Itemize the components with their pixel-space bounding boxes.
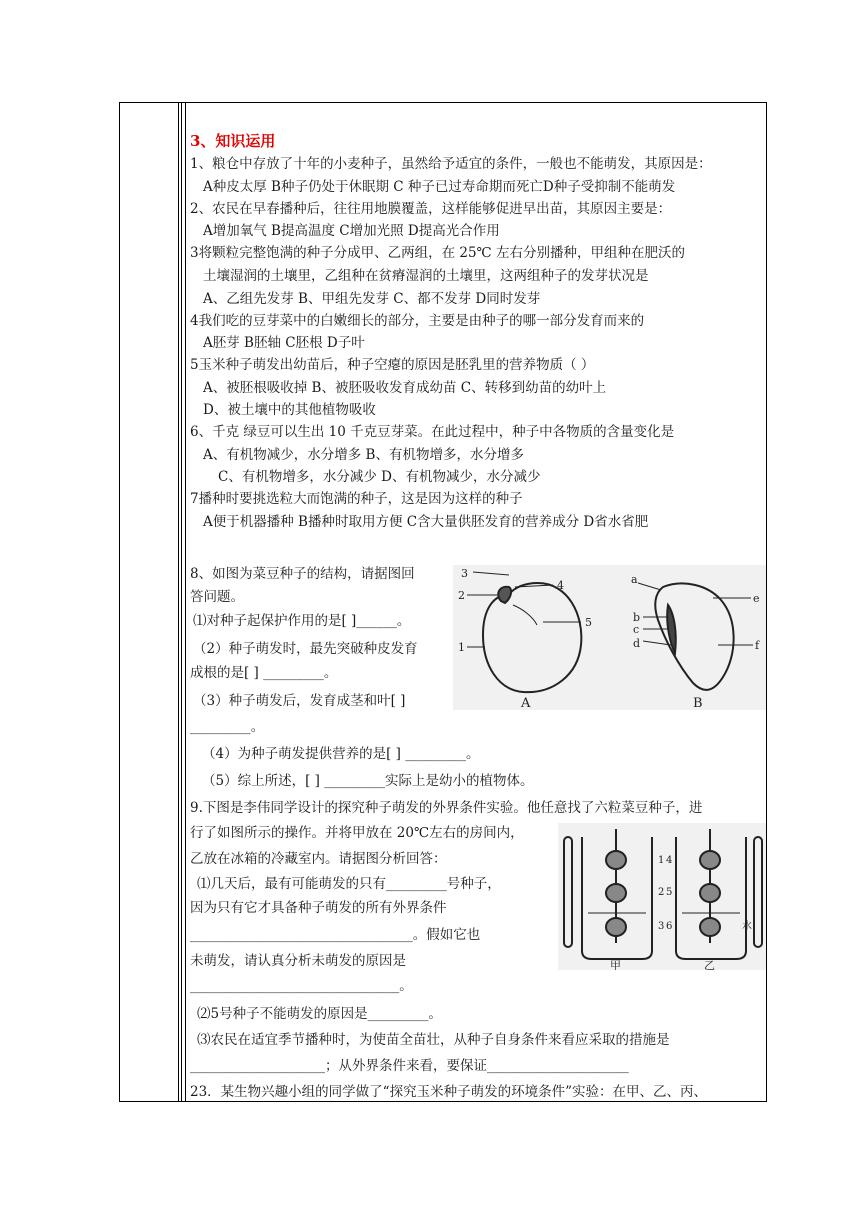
q9-stem-line1: 9.下图是李伟同学设计的探究种子萌发的外界条件实验。他任意找了六粒菜豆种子，进 <box>190 800 703 816</box>
beaker-label: 4 <box>666 855 673 866</box>
q9-part1-line1: ⑴几天后，最有可能萌发的只有_________号种子， <box>197 876 501 892</box>
q2-options: A增加氧气 B提高温度 C增加光照 D提高光合作用 <box>203 223 500 239</box>
q9-part1-line2: 因为只有它才具备种子萌发的所有外界条件 <box>190 900 447 916</box>
seed-b-caption: B <box>693 696 703 710</box>
q4-stem: 4我们吃的豆芽菜中的白嫩细长的部分，主要是由种子的哪一部分发育而来的 <box>190 313 645 329</box>
beaker-experiment-figure <box>558 823 766 970</box>
beaker-caption-left: 甲 <box>610 959 621 970</box>
q4-options: A胚芽 B胚轴 C胚根 D子叶 <box>203 335 365 351</box>
q7-stem: 7播种时要挑选粒大而饱满的种子，这是因为这样的种子 <box>190 491 523 507</box>
seed-b-label: f <box>755 639 760 652</box>
q8-part3-line2: _________。 <box>190 719 265 735</box>
q8-part2-line1: （2）种子萌发时，最先突破种皮发育 <box>193 641 418 657</box>
q6-options-line1: A、有机物减少，水分增多 B、有机物增多，水分增多 <box>203 447 524 463</box>
seed-a-label: 2 <box>458 589 465 602</box>
seed-b-drawing <box>638 583 753 690</box>
table-left-cell <box>119 102 182 1102</box>
q2-stem: 2、农民在早春播种后，往往用地膜覆盖，这样能够促进早出苗，其原因主要是： <box>190 201 672 217</box>
seed-b-label: b <box>633 611 641 624</box>
beaker-caption-right: 乙 <box>704 959 715 970</box>
q8-part5: （5）综上所述，[ ] _________实际上是幼小的植物体。 <box>202 773 534 789</box>
seed-a-drawing <box>467 572 581 692</box>
q1-stem: 1、粮仓中存放了十年的小麦种子，虽然给予适宜的条件，一般也不能萌发，其原因是： <box>190 156 712 172</box>
q9-stem-line3: 乙放在冰箱的冷藏室内。请据图分析回答： <box>190 851 447 867</box>
q8-part4: （4）为种子萌发提供营养的是[ ] _________。 <box>202 746 480 762</box>
seed-a-label: 5 <box>585 616 592 629</box>
beaker-label: 1 <box>658 855 665 866</box>
q3-stem-line1: 3将颗粒完整饱满的种子分成甲、乙两组，在 25℃ 左右分别播种，甲组种在肥沃的 <box>190 245 685 261</box>
q23-stem: 23．某生物兴趣小组的同学做了“探究玉米种子萌发的环境条件”实验：在甲、乙、丙、 <box>190 1084 707 1100</box>
seed-b-label: d <box>633 637 641 650</box>
seed-a-caption: A <box>521 696 531 710</box>
q8-stem-line1: 8、如图为菜豆种子的结构，请据图回 <box>190 566 415 582</box>
beaker-left-drawing <box>564 829 652 959</box>
seed-b-label: e <box>753 592 760 605</box>
q5-stem: 5玉米种子萌发出幼苗后，种子空瘪的原因是胚乳里的营养物质（ ） <box>190 357 595 373</box>
q3-options: A、乙组先发芽 B、甲组先发芽 C、都不发芽 D同时发芽 <box>203 291 541 307</box>
q8-part3-line1: （3）种子萌发后，发育成茎和叶[ ] <box>193 693 406 709</box>
section-title: 3、知识运用 <box>190 132 276 150</box>
q9-part1-line4: 未萌发，请认真分析未萌发的原因是 <box>190 953 406 969</box>
q6-options-line2: C、有机物增多，水分减少 D、有机物减少，水分减少 <box>218 469 541 485</box>
q8-part1: ⑴对种子起保护作用的是[ ]______。 <box>193 613 411 629</box>
q9-part3-line1: ⑶农民在适宜季节播种时，为使苗全苗壮，从种子自身条件来看应采取的措施是 <box>197 1032 670 1048</box>
q9-part3-line2: ____________________；从外界条件来看，要保证_____________________ <box>190 1058 629 1074</box>
q5-options-line1: A、被胚根吸收掉 B、被胚吸收发育成幼苗 C、转移到幼苗的幼叶上 <box>203 380 607 396</box>
q8-part2-line2: 成根的是[ ] _________。 <box>190 665 338 681</box>
seed-a-label: 1 <box>458 641 465 654</box>
beaker-label: 6 <box>666 921 673 932</box>
beaker-label: 5 <box>666 887 673 898</box>
q9-stem-line2: 行了如图所示的操作。并将甲放在 20℃左右的房间内， <box>190 825 524 841</box>
seed-a-label: 4 <box>557 579 564 592</box>
q7-options: A便于机器播种 B播种时取用方便 C含大量供胚发育的营养成分 D省水省肥 <box>203 514 649 530</box>
seed-b-label: a <box>631 573 638 586</box>
q9-part1-line5: _______________________________。 <box>190 978 413 994</box>
q5-options-line2: D、被土壤中的其他植物吸收 <box>203 402 376 418</box>
beaker-right-drawing <box>676 829 762 959</box>
q9-part2: ⑵5号种子不能萌发的原因是_________。 <box>197 1006 442 1022</box>
water-label: 水 <box>742 921 752 932</box>
seed-a-label: 3 <box>461 567 468 580</box>
beaker-label: 2 <box>658 887 665 898</box>
beaker-label: 3 <box>658 921 665 932</box>
q6-stem: 6、千克 绿豆可以生出 10 千克豆芽菜。在此过程中，种子中各物质的含量变化是 <box>190 424 675 440</box>
bean-seed-figure <box>453 565 766 710</box>
seed-b-label: c <box>633 623 640 636</box>
q9-part1-line3: _________________________________。假如它也 <box>190 927 481 943</box>
q3-stem-line2: 土壤湿润的土壤里，乙组种在贫瘠湿润的土壤里，这两组种子的发芽状况是 <box>203 268 649 284</box>
q1-options: A种皮太厚 B种子仍处于休眠期 C 种子已过寿命期而死亡D种子受抑制不能萌发 <box>203 179 676 195</box>
q8-stem-line2: 答问题。 <box>190 589 244 605</box>
